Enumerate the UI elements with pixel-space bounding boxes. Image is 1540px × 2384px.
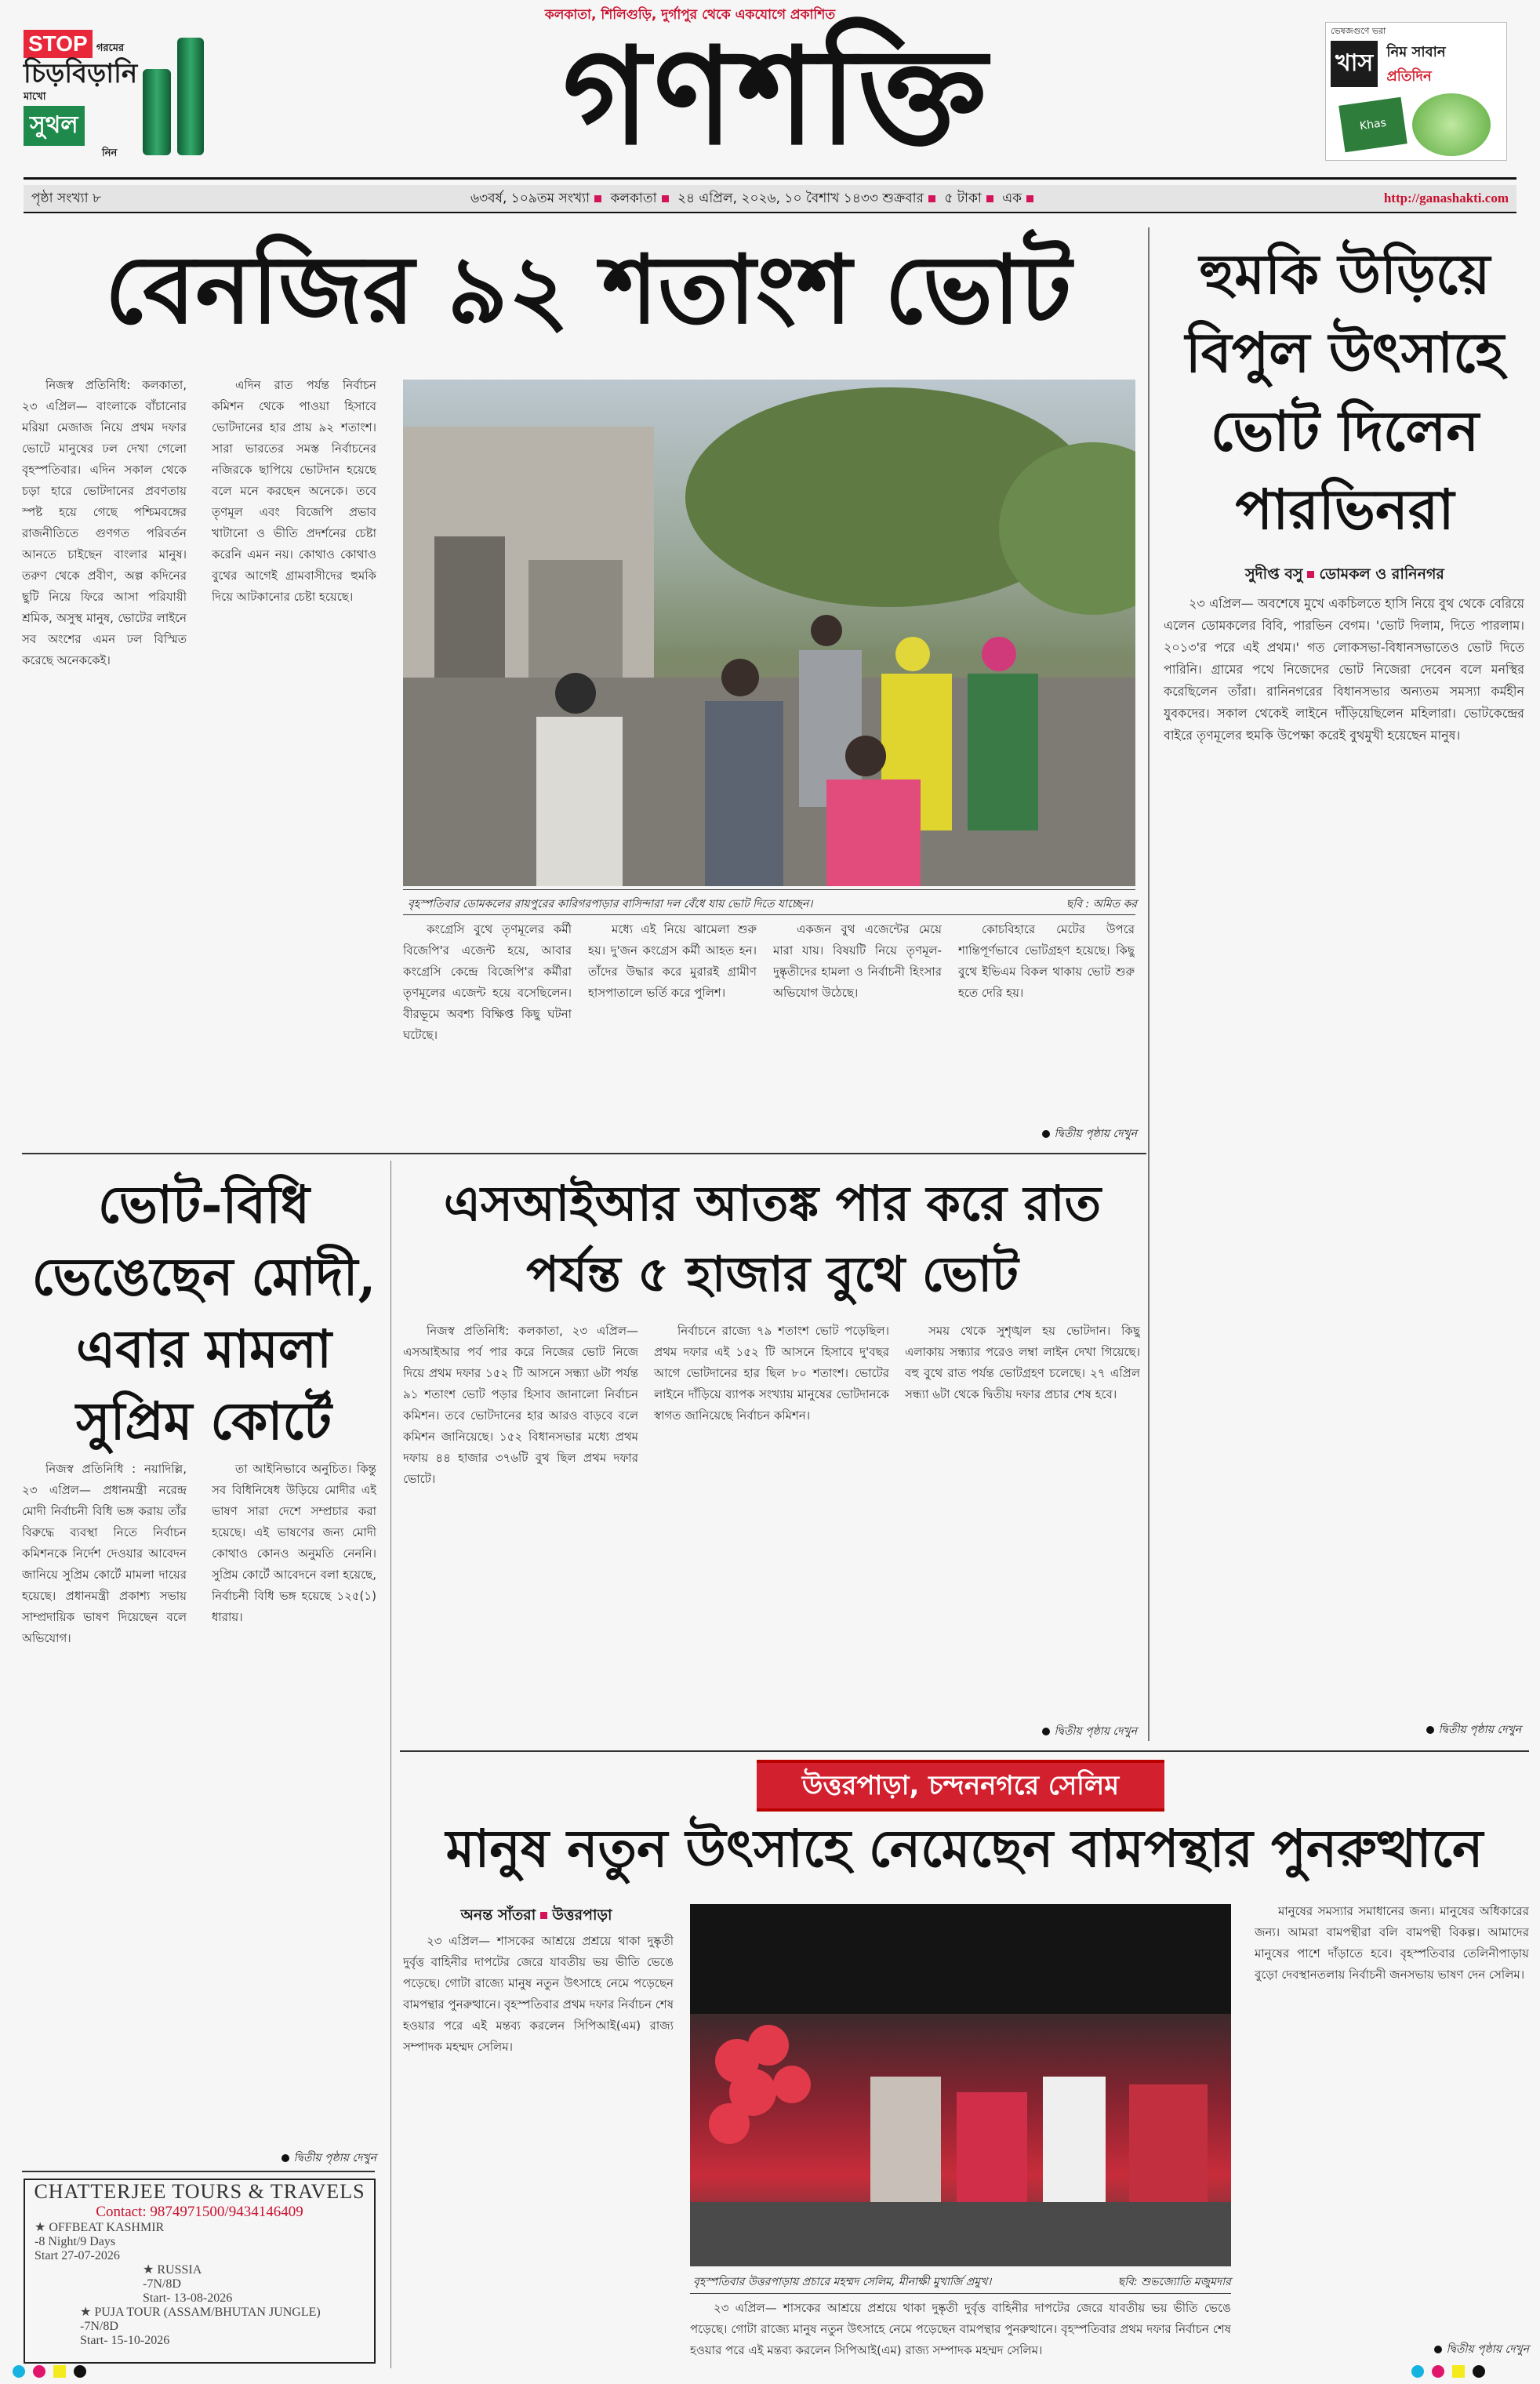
lead-bottom-col2-text: মধ্যে এই নিয়ে ঝামেলা শুরু হয়। দু'জন কংগ্রেস কর্মী আহত হন। তাঁদের উদ্ধার করে মুরারই গ্রামীণ হাসপাতালে ভর্তি করে পুলিশ।	[588, 922, 757, 1000]
masthead-tagline: কলকাতা, শিলিগুড়ি, দুর্গাপুর থেকে একযোগে প্রকাশিত	[544, 7, 836, 23]
bullet-icon	[1426, 1726, 1434, 1734]
page-number: পৃষ্ঠা সংখ্যা ৮	[31, 191, 101, 206]
salim-column-right	[1255, 1901, 1529, 2340]
magenta-mark-icon	[33, 2365, 45, 2378]
bullet-icon	[281, 2154, 289, 2162]
travel-item-name: OFFBEAT KASHMIR	[49, 2221, 165, 2234]
sir-col1-text: নিজস্ব প্রতিনিধি: কলকাতা, ২৩ এপ্রিল— এসআইআর পর্ব পার করে নিজের ভোট নিজে দিয়ে প্রথম দফার ১৫২ টি আসনে সন্ধ্যা ৬টা পর্যন্ত ৯১ শতাংশ ভোট পড়ার হিসাব জানালো নির্বাচন কমিশন। তবে ভোটদানের হার আরও বাড়বে বলে কমিশন জানিয়েছে। ১৫২ বিধানসভার মধ্যে প্রথম দফায় ৪৪ হাজার ৩৭৬টি বুথ ছিল প্রথম দফার ভোটে।	[403, 1324, 638, 1486]
caption-rule-bottom	[403, 914, 1135, 915]
salim-continued-link[interactable]	[1380, 2340, 1529, 2359]
byline-place: ডোমকল ও রানিনগর	[1319, 565, 1444, 583]
masthead-rule	[24, 177, 1516, 180]
travel-contact: Contact: 9874971500/9434146409	[96, 2204, 303, 2220]
sir-column-3	[905, 1321, 1140, 1713]
salim-col1-text: ২৩ এপ্রিল— শাসকের আশ্রয়ে প্রশ্রয়ে থাকা দুষ্কৃতী দুর্বৃত্ত বাহিনীর দাপটের জেরে যাবতীয় ভয় ভীতি ভেঙে পড়েছে। গোটা রাজ্যে মানুষ নতুন উৎসাহে নেমে পড়েছেন বামপন্থার পুনরুত্থানে। বৃহস্পতিবার প্রথম দফার নির্বাচন শেষ হওয়ার পরে এই মন্তব্য করলেন সিপিআই(এম) রাজ্য সম্পাদক মহম্মদ সেলিম।	[403, 1934, 674, 2054]
info-bar	[24, 185, 1516, 213]
voters-queue-illustration	[403, 380, 1135, 886]
separator-square-icon	[594, 195, 601, 202]
ad-right-line1: নিম সাবান	[1386, 44, 1446, 60]
soap-icon	[1412, 93, 1491, 156]
sir-continued-text: দ্বিতীয় পৃষ্ঠায় দেখুন	[1054, 1725, 1137, 1738]
lead-photo[interactable]	[403, 380, 1135, 886]
column-divider-left	[390, 1161, 391, 2368]
ad-stop-badge: STOP	[24, 30, 93, 58]
travel-item-duration: -8 Night/9 Days	[35, 2235, 116, 2248]
travel-item-start: Start 27-07-2026	[35, 2249, 120, 2262]
sc-headline[interactable]: ভোট-বিধি ভেঙেছেন মোদী, এবার মামলা সুপ্রিম কোর্টে	[31, 1174, 376, 1452]
sir-column-1	[403, 1321, 638, 1736]
section-rule	[22, 1153, 1146, 1154]
separator-square-icon	[662, 195, 669, 202]
lead-bottom-col3-text: একজন বুথ এজেন্টের মেয়ে মারা যায়। বিষয়টি নিয়ে তৃণমূল-দুষ্কৃতীদের হামলা ও নির্বাচনী হিংসার অভিযোগ উঠেছে।	[773, 922, 942, 1000]
byline-name: অনন্ত সাঁতরা	[460, 1906, 536, 1924]
sc-column-2	[212, 1459, 376, 2149]
salim-below-text: ২৩ এপ্রিল— শাসকের আশ্রয়ে প্রশ্রয়ে থাকা দুষ্কৃতী দুর্বৃত্ত বাহিনীর দাপটের জেরে যাবতীয় ভয় ভীতি ভেঙে পড়েছে। গোটা রাজ্যে মানুষ নতুন উৎসাহে নেমে পড়েছেন বামপন্থার পুনরুত্থানে। বৃহস্পতিবার প্রথম দফার নির্বাচন শেষ হওয়ার পরে এই মন্তব্য করলেন সিপিআই(এম) রাজ্য সম্পাদক মহম্মদ সেলিম।	[690, 2301, 1231, 2357]
lead-column-1	[22, 375, 187, 916]
right-continued-link[interactable]	[1364, 1721, 1521, 1739]
separator-square-icon	[1026, 195, 1033, 202]
travel-title: CHATTERJEE TOURS & TRAVELS	[34, 2180, 365, 2203]
bullet-icon	[1042, 1130, 1050, 1138]
travel-item-name: PUJA TOUR (ASSAM/BHUTAN JUNGLE)	[94, 2306, 321, 2319]
bullet-icon	[1434, 2346, 1442, 2353]
black-mark-icon	[1473, 2365, 1485, 2378]
issue-section: এক	[1002, 191, 1022, 206]
travel-item	[143, 2263, 374, 2306]
lead-col2-text: এদিন রাত পর্যন্ত নির্বাচন কমিশন থেকে পাওয়া হিসাবে ভোটদানের হার প্রায় ৯২ শতাংশ। সারা ভারতের সমস্ত নির্বাচনের নজিরকে ছাপিয়ে ভোটদান হয়েছে বলে মনে করছেন অনেকে। তবে তৃণমূল এবং বিজেপি প্রভাব খাটানো ও ভীতি প্রদর্শনের চেষ্টা করেনি এমন নয়। কোথাও কোথাও বুথের আগেই গ্রামবাসীদের হুমকি দিয়ে আটকানোর চেষ্টা হয়েছে।	[212, 378, 376, 604]
salim-continued-text: দ্বিতীয় পৃষ্ঠায় দেখুন	[1446, 2343, 1529, 2356]
star-icon: ★	[143, 2263, 158, 2277]
byline-name: সুদীপ্ত বসু	[1245, 565, 1303, 583]
issue-date: ২৪ এপ্রিল, ২০২৬, ১০ বৈশাখ ১৪৩৩ শুক্রবার	[677, 191, 924, 206]
right-headline[interactable]: হুমকি উড়িয়ে বিপুল উৎসাহে ভোট দিলেন পারভিনরা	[1185, 242, 1505, 542]
salim-kicker: উত্তরপাড়া, চন্দননগরে সেলিম	[757, 1760, 1164, 1812]
issue-city: কলকাতা	[610, 191, 657, 206]
right-byline	[1160, 563, 1529, 588]
salim-right-text: মানুষের সমস্যার সমাধানের জন্য। মানুষের অধিকারের জন্য। আমরা বামপন্থীরা বলি বামপন্থী বিকল্প। আমাদের মানুষের পাশে দাঁড়াতে হবে। বৃহস্পতিবার তেলিনীপাড়ায় বুড়ো দেবস্থানতলায় নির্বাচনী জনসভায় ভাষণ দেন সেলিম।	[1255, 1904, 1529, 1982]
travel-item-duration: -7N/8D	[80, 2320, 118, 2333]
cyan-mark-icon	[13, 2365, 25, 2378]
sc-continued-link[interactable]	[220, 2149, 376, 2168]
lead-headline[interactable]: বেনজির ৯২ শতাংশ ভোট	[104, 234, 1072, 345]
ad-left-brand: সুথল	[24, 106, 85, 146]
ad-rule	[22, 2171, 375, 2172]
caption-rule	[403, 889, 1135, 890]
bottle-icon	[143, 69, 171, 155]
lead-bottom-col-1	[403, 919, 572, 1115]
separator-square-icon	[1307, 571, 1314, 578]
print-registration-marks	[13, 2365, 94, 2381]
bullet-icon	[1042, 1728, 1050, 1735]
masthead-title: গণশক্তি	[562, 18, 990, 175]
salim-column-1	[403, 1931, 674, 2370]
ad-khas-soap[interactable]	[1325, 22, 1507, 161]
sir-headline[interactable]: এসআইআর আতঙ্ক পার করে রাত পর্যন্ত ৫ হাজার বুথে ভোট	[443, 1175, 1102, 1303]
travel-item-start: Start- 15-10-2026	[80, 2334, 170, 2347]
travel-item-duration: -7N/8D	[143, 2277, 181, 2291]
sc-continued-text: দ্বিতীয় পৃষ্ঠায় দেখুন	[293, 2152, 376, 2164]
ad-right-brand: খাস	[1331, 41, 1378, 87]
yellow-mark-icon	[53, 2365, 66, 2378]
salim-caption-rule	[690, 2293, 1231, 2294]
yellow-mark-icon	[1452, 2365, 1465, 2378]
magenta-mark-icon	[1432, 2365, 1444, 2378]
sc-column-1	[22, 1459, 187, 2164]
travel-ad[interactable]	[24, 2179, 376, 2364]
separator-square-icon	[540, 1912, 547, 1919]
sc-col2-text: তা আইনিভাবে অনুচিত। কিন্তু সব বিধিনিষেধ উড়িয়ে মোদীর এই ভাষণ সারা দেশে সম্প্রচার করা হয়েছে। এই ভাষণের জন্য মোদী কোথাও কোনও অনুমতি নেননি। সুপ্রিম কোর্টে আবেদনে বলা হয়েছে, নির্বাচনী বিধি ভঙ্গ হয়েছে ১২৫(১) ধারায়।	[212, 1462, 376, 1624]
rally-illustration	[690, 1904, 1231, 2266]
travel-item-name: RUSSIA	[157, 2263, 202, 2277]
lead-column-2	[212, 375, 376, 916]
right-continued-text: দ্বিতীয় পৃষ্ঠায় দেখুন	[1438, 1724, 1521, 1736]
lead-bottom-col4-text: কোচবিহারে মেটের উপরে শান্তিপূর্ণভাবে ভোটগ্রহণ হয়েছে। কিছু বুথে ইভিএম বিকল থাকায় ভোট শুরু হতে দেরি হয়।	[958, 922, 1135, 1000]
salim-photo-credit: ছবি: শুভজ্যোতি মজুমদার	[1117, 2276, 1231, 2288]
section-rule-2	[400, 1750, 1529, 1752]
salim-photo[interactable]	[690, 1904, 1231, 2266]
lead-bottom-col-2	[588, 919, 757, 1115]
byline-place: উত্তরপাড়া	[552, 1906, 612, 1924]
ad-left-line4: নিন	[102, 147, 118, 159]
separator-square-icon	[986, 195, 993, 202]
ad-left-line2: চিড়বিড়ানি	[24, 58, 138, 89]
lead-continued-link[interactable]	[980, 1125, 1137, 1143]
travel-item-start: Start- 13-08-2026	[143, 2291, 233, 2305]
salim-photo-caption: বৃহস্পতিবার উত্তরপাড়ায় প্রচারে মহম্মদ সেলিম, মীনাক্ষী মুখার্জি প্রমুখ।	[693, 2276, 992, 2288]
separator-square-icon	[928, 195, 935, 202]
travel-item	[80, 2306, 374, 2348]
lead-bottom-col-4	[958, 919, 1135, 1099]
lead-bottom-col-3	[773, 919, 942, 1115]
ad-right-top: ভেষজগুণে ভরা	[1331, 26, 1386, 36]
star-icon: ★	[80, 2306, 95, 2319]
salim-byline	[403, 1904, 670, 1929]
star-icon: ★	[35, 2221, 49, 2234]
right-story-text: ২৩ এপ্রিল— অবশেষে মুখে একচিলতে হাসি নিয়ে বুথ থেকে বেরিয়ে এলেন ডোমকলের বিবি, পারভিন বেগম। 'ভোট দিলাম, দিতে পারলাম। ২০১৩'র পরে এই প্রথম।' গত লোকসভা-বিধানসভাতেও ভোট দিতে পারিনি। গ্রামের পথে নিজেদের ভোট নিজেরা দেবেন বলে মনস্থির করেছিলেন তাঁরা। রানিনগরের বিধানসভার অন্যতম সমস্যা কর্মহীন যুবকদের। সকাল থেকেই লাইনে দাঁড়িয়েছিলেন মহিলারা। ভোটকেন্দ্রের বাইরে তৃণমূলের হুমকি উপেক্ষা করেই বুথমুখী হয়েছেন মানুষ।	[1164, 596, 1524, 743]
sir-col3-text: সময় থেকে সুশৃঙ্খল হয় ভোটদান। কিছু এলাকায় সন্ধ্যার পরেও লম্বা লাইন দেখা গিয়েছে। বহু বুথে রাত পর্যন্ত ভোটগ্রহণ চলেছে। ২৭ এপ্রিল সন্ধ্যা ৬টা থেকে দ্বিতীয় দফার প্রচার শেষ হবে।	[905, 1324, 1140, 1401]
print-registration-marks-right	[1411, 2365, 1493, 2381]
lead-continued-text: দ্বিতীয় পৃষ্ঠায় দেখুন	[1054, 1128, 1137, 1140]
sir-column-2	[654, 1321, 889, 1736]
sir-col2-text: নির্বাচনে রাজ্যে ৭৯ শতাংশ ভোট পড়েছিল। প্রথম দফার এই ১৫২ টি আসনে হিসাবে দু'বছর আগে ভোটদানের হার ছিল ৮০ শতাংশ। ভোটের লাইনে দাঁড়িয়ে ব্যাপক সংখ্যায় মানুষের ভোটদানকে স্বাগত জানিয়েছে নির্বাচন কমিশন।	[654, 1324, 889, 1423]
black-mark-icon	[74, 2365, 86, 2378]
lead-photo-caption: বৃহস্পতিবার ডোমকলের রায়পুরের কারিগরপাড়ার বাসিন্দারা দল বেঁধে যায় ভোট দিতে যাচ্ছেন।	[408, 898, 813, 910]
lead-photo-credit: ছবি : অমিত কর	[1066, 898, 1137, 910]
ad-left-line3: মাখো	[24, 91, 46, 103]
issue-price: ৫ টাকা	[944, 191, 982, 206]
right-story-body	[1164, 593, 1524, 1714]
website-link[interactable]: http://ganashakti.com	[1383, 191, 1509, 205]
sir-continued-link[interactable]	[980, 1722, 1137, 1741]
ad-right-pack: Khas	[1338, 97, 1407, 153]
spray-can-icon	[177, 38, 204, 155]
column-divider	[1148, 227, 1150, 1741]
ad-left-line1: গরমের	[96, 42, 125, 54]
salim-headline[interactable]: মানুষ নতুন উৎসাহে নেমেছেন বামপন্থার পুনরুত্থানে	[445, 1818, 1484, 1879]
lead-col1-text: নিজস্ব প্রতিনিধি: কলকাতা, ২৩ এপ্রিল— বাংলাকে বাঁচানোর মরিয়া মেজাজ নিয়ে প্রথম দফার ভোটে মানুষের ঢল দেখা গেলো বৃহস্পতিবার। এদিন সকাল থেকে চড়া হারে ভোটদানের প্রবণতায় স্পষ্ট হয়ে গেছে পশ্চিমবঙ্গের রাজনীতিতে গুণগত পরিবর্তন আনতে চাইছেন বাংলার মানুষ। তরুণ থেকে প্রবীণ, অল্প কদিনের ছুটি নিয়ে ফিরে আসা পরিযায়ী শ্রমিক, অসুস্থ মানুষ, ভোটের লাইনে সব অংশের এমন ঢল বিস্মিত করেছে অনেককেই।	[22, 378, 187, 667]
salim-below-photo-text	[690, 2298, 1231, 2360]
ad-right-line2: প্রতিদিন	[1386, 68, 1432, 85]
issue-volume: ৬৩বর্ষ, ১০৯তম সংখ্যা	[470, 191, 590, 206]
ad-suthol[interactable]	[24, 30, 212, 159]
issue-info	[470, 185, 1038, 212]
sc-col1-text: নিজস্ব প্রতিনিধি : নয়াদিল্লি, ২৩ এপ্রিল— প্রধানমন্ত্রী নরেন্দ্র মোদী নির্বাচনী বিধি ভঙ্গ করায় তাঁর বিরুদ্ধে ব্যবস্থা নিতে নির্বাচন কমিশনকে নির্দেশ দেওয়ার আবেদন জানিয়ে সুপ্রিম কোর্টে মামলা দায়ের হয়েছে। প্রধানমন্ত্রী প্রকাশ্য সভায় সাম্প্রদায়িক ভাষণ দিয়েছেন বলে অভিযোগ।	[22, 1462, 187, 1645]
lead-bottom-col1-text: কংগ্রেসি বুথে তৃণমূলের কর্মী বিজেপি'র এজেন্ট হয়ে, আবার কংগ্রেসি কেন্দ্রে বিজেপি'র কর্মীরা তৃণমূলের এজেন্ট হয়ে বসেছিলেন। বীরভূমে অবশ্য বিক্ষিপ্ত কিছু ঘটনা ঘটেছে।	[403, 922, 572, 1042]
cyan-mark-icon	[1411, 2365, 1424, 2378]
travel-item	[35, 2221, 374, 2263]
